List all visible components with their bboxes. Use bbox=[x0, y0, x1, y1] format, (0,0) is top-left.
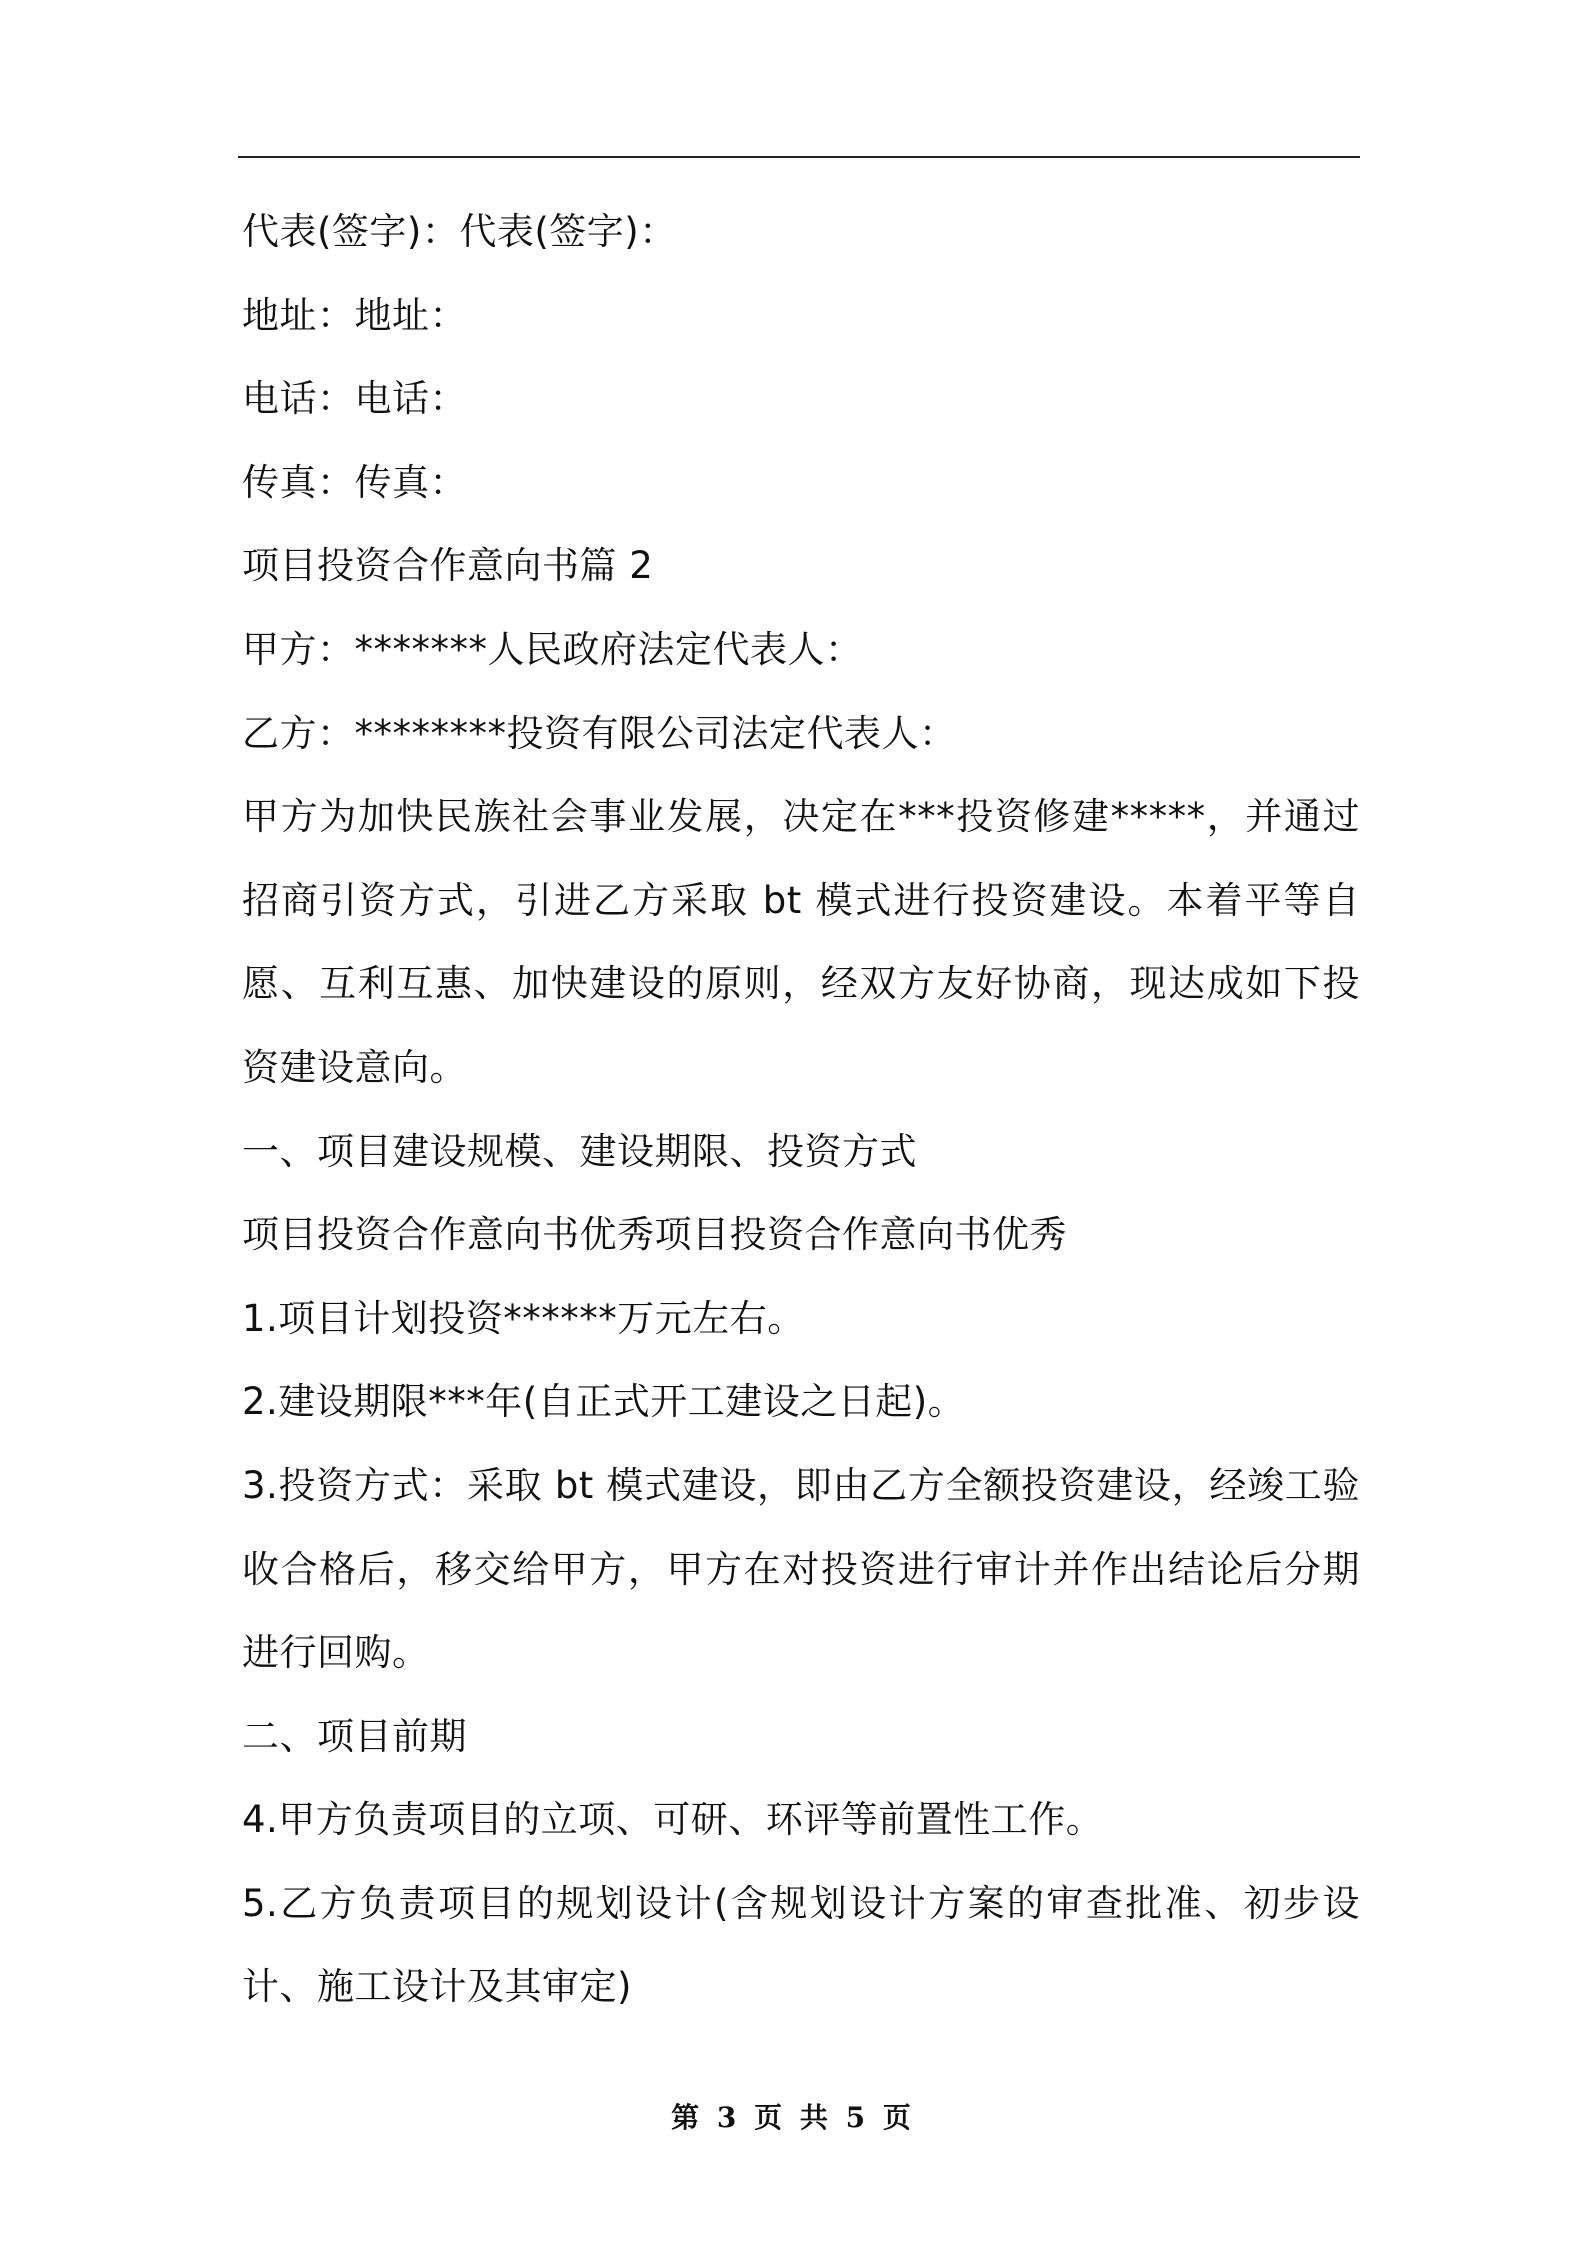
item-2: 2.建设期限***年(自正式开工建设之日起)。 bbox=[242, 1380, 966, 1424]
intro-paragraph: 甲方为加快民族社会事业发展，决定在***投资修建*****，并通过招商引资方式，引进乙方采取 bt 模式进行投资建设。本着平等自愿、互利互惠、加快建设的原则，经双方友好协商，现达成如下投资建设意向。 bbox=[242, 795, 1360, 1089]
signature-line: 代表(签字)：代表(签字)： bbox=[242, 210, 677, 253]
item-3: 3.投资方式：采取 bt 模式建设，即由乙方全额投资建设，经竣工验收合格后，移交给甲方，甲方在对投资进行审计并作出结论后分期进行回购。 bbox=[242, 1463, 1360, 1675]
address-line: 地址：地址： bbox=[242, 293, 467, 337]
page-number: 第 3 页 共 5 页 bbox=[671, 2101, 915, 2134]
repeat-title-line: 项目投资合作意向书优秀项目投资合作意向书优秀 bbox=[242, 1213, 1067, 1257]
phone-line: 电话：电话： bbox=[242, 377, 467, 421]
item-1: 1.项目计划投资******万元左右。 bbox=[242, 1296, 805, 1340]
item-5: 5.乙方负责项目的规划设计(含规划设计方案的审查批准、初步设计、施工设计及其审定) bbox=[242, 1881, 1360, 2009]
document-body bbox=[242, 190, 1360, 2029]
heading-one: 一、项目建设规模、建设期限、投资方式 bbox=[242, 1129, 917, 1173]
item-4: 4.甲方负责项目的立项、可研、环评等前置性工作。 bbox=[242, 1798, 1104, 1842]
section-title: 项目投资合作意向书篇 2 bbox=[242, 544, 654, 588]
heading-two: 二、项目前期 bbox=[242, 1714, 467, 1758]
party-b-line: 乙方：********投资有限公司法定代表人： bbox=[242, 711, 957, 755]
party-a-line: 甲方：*******人民政府法定代表人： bbox=[242, 627, 863, 671]
fax-line: 传真：传真： bbox=[242, 460, 467, 504]
header-rule bbox=[238, 156, 1360, 158]
